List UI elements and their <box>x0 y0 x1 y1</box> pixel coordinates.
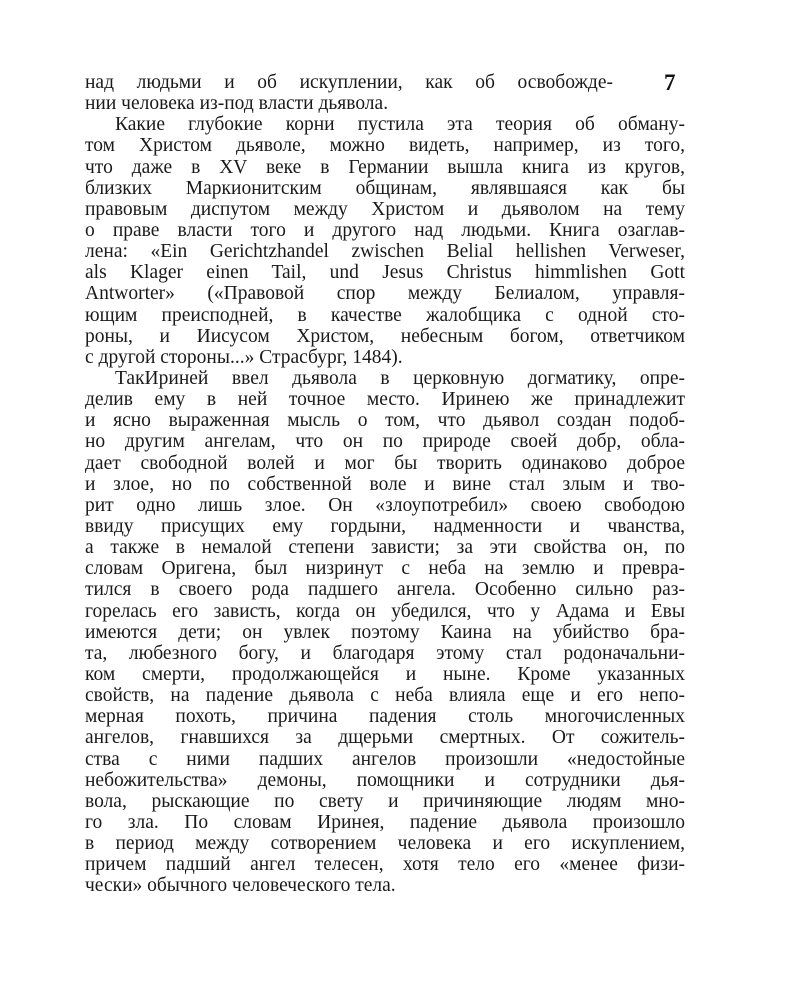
text-line: словам Оригена, был низринут с неба на землю и превра- <box>85 558 685 580</box>
text-line: го зла. По словам Иринея, падение дьявола произошло <box>85 811 685 833</box>
text-line: ства с ними падших ангелов произошли «недостойные <box>85 748 685 770</box>
text-line: с другой стороны...» Страсбург, 1484). <box>85 346 403 368</box>
text-line: ком смерти, продолжающейся и ныне. Кроме указанных <box>85 663 685 685</box>
body-text <box>85 72 685 896</box>
text-line: вола, рыскающие по свету и причиняющие людям мно- <box>85 790 685 812</box>
text-line: та, любезного богу, и благодаря этому стал родоначальни- <box>85 642 685 664</box>
text-line: небожительства» демоны, помощники и сотрудники дья- <box>85 769 685 791</box>
page-number: 7 <box>664 70 676 95</box>
text-line: горелась его зависть, когда он убедился, что у Адама и Евы <box>85 600 685 622</box>
text-line: Какие глубокие корни пустила эта теория об обману- <box>115 114 685 136</box>
text-line: ангелов, гнавшихся за дщерьми смертных. От сожитель- <box>85 727 685 749</box>
text-line: делив ему в ней точное место. Иринею же принадлежит <box>85 389 685 411</box>
text-line: близких Маркионитским общинам, являвшаяся как бы <box>85 177 685 199</box>
text-line: лена: «Ein Gerichtzhandel zwischen Belial hellishen Verweser, <box>85 241 685 263</box>
text-line: о праве власти того и другого над людьми. Книга озаглав- <box>85 219 685 241</box>
text-line: над людьми и об искуплении, как об освобожде- <box>85 72 613 93</box>
text-line: но другим ангелам, что он по природе своей добр, обла- <box>85 431 685 453</box>
text-line: рит одно лишь злое. Он «злоупотребил» своею свободою <box>85 494 685 516</box>
text-line: ввиду присущих ему гордыни, надменности и чванства, <box>85 515 685 537</box>
text-line: и ясно выраженная мысль о том, что дьявол создан подоб- <box>85 410 685 432</box>
text-line: тился в своего рода падшего ангела. Особенно сильно раз- <box>85 579 685 601</box>
text-line: имеются дети; он увлек поэтому Каина на убийство бра- <box>85 621 685 643</box>
text-line: чески» обычного человеческого тела. <box>85 875 396 897</box>
text-line: том Христом дьяволе, можно видеть, например, из того, <box>85 135 685 157</box>
text-line: что даже в XV веке в Германии вышла книга из кругов, <box>85 156 685 178</box>
text-line: и злое, но по собственной воле и вине стал злым и тво- <box>85 473 685 495</box>
text-line: мерная похоть, причина падения столь многочисленных <box>85 706 685 728</box>
text-line: причем падший ангел телесен, хотя тело его «менее физи- <box>85 854 685 876</box>
text-line: роны, и Иисусом Христом, небесным богом, ответчиком <box>85 325 685 347</box>
text-line: als Klager einen Tail, und Jesus Christus himmlishen Gott <box>85 262 685 284</box>
text-line: ТакИриней ввел дьявола в церковную догматику, опре- <box>115 367 685 389</box>
text-line: нии человека из-под власти дьявола. <box>85 93 389 115</box>
text-line: дает свободной волей и мог бы творить одинаково доброе <box>85 452 685 474</box>
text-line: ющим преисподней, в качестве жалобщика с одной сто- <box>85 304 685 326</box>
text-line: в период между сотворением человека и его искуплением, <box>85 833 685 855</box>
text-line: правовым диспутом между Христом и дьяволом на тему <box>85 198 685 220</box>
text-line: Antworter» («Правовой спор между Белиалом, управля- <box>85 283 685 305</box>
text-line: а также в немалой степени зависти; за эти свойства он, по <box>85 537 685 559</box>
text-line: свойств, на падение дьявола с неба влияла еще и его непо- <box>85 685 685 707</box>
